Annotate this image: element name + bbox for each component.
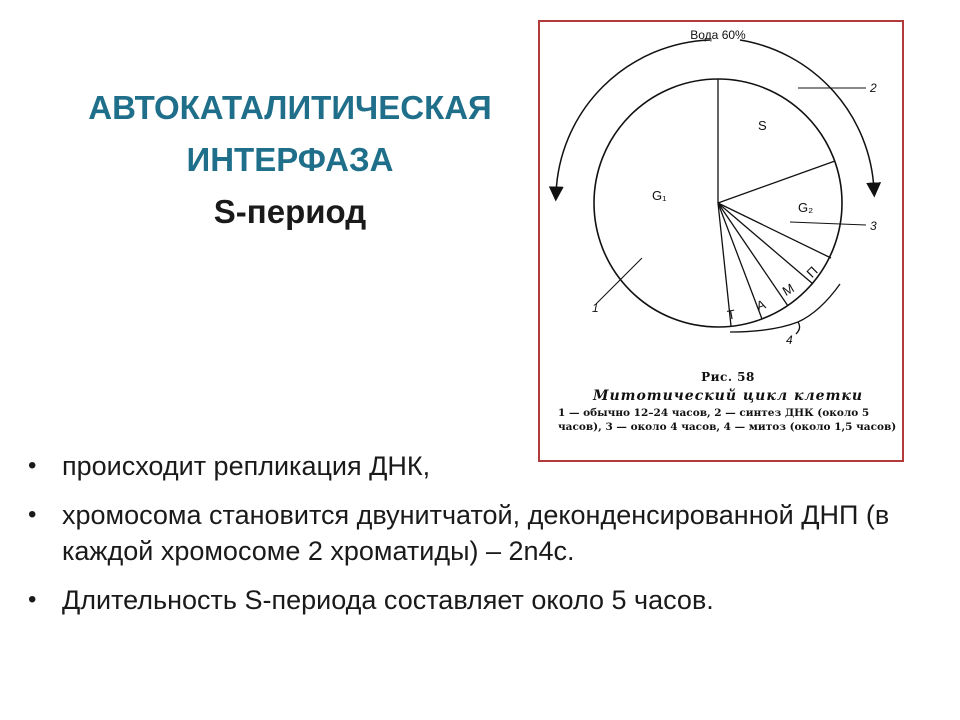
callout-2-text: 2 bbox=[870, 81, 877, 95]
phase-a-label: А bbox=[754, 296, 768, 314]
phase-m-label: М bbox=[779, 280, 797, 299]
figure-title: Митотический цикл клетки bbox=[592, 388, 864, 404]
bullet-list bbox=[28, 448, 928, 631]
bullet-text: Длительность S-периода составляет около 5 часов. bbox=[62, 585, 714, 615]
right-arc-arrow bbox=[740, 40, 874, 190]
cell-cycle-figure bbox=[538, 20, 904, 462]
callout-1-line bbox=[596, 258, 642, 304]
phase-g2-label: G₂ bbox=[798, 200, 814, 215]
callout-3-text: 3 bbox=[870, 219, 877, 233]
callout-1-text: 1 bbox=[592, 301, 599, 315]
bullet-item bbox=[28, 448, 928, 484]
water-label: Вода 60% bbox=[690, 28, 746, 42]
radius-s-g2 bbox=[718, 161, 835, 203]
title-line-2: ИНТЕРФАЗА bbox=[186, 141, 394, 178]
slide-title bbox=[40, 82, 540, 238]
bullet-text: хромосома становится двунитчатой, деконденсированной ДНП (в каждой хромосоме 2 хроматиды) – 2n4c. bbox=[62, 500, 890, 566]
phase-g1-label: G₁ bbox=[652, 188, 667, 203]
bullet-dot-icon: • bbox=[28, 586, 37, 613]
bullet-item bbox=[28, 497, 928, 569]
bullet-text: происходит репликация ДНК, bbox=[62, 451, 431, 481]
bullet-dot-icon: • bbox=[28, 501, 37, 528]
bullet-dot-icon: • bbox=[28, 452, 37, 479]
left-arc-arrow bbox=[556, 40, 710, 194]
phase-p-label: П bbox=[803, 263, 821, 281]
figure-caption bbox=[558, 370, 898, 434]
callout-4-text: 4 bbox=[786, 333, 793, 347]
radius-g2-p bbox=[718, 203, 831, 258]
callout-3-line bbox=[790, 222, 866, 225]
phase-s-label: S bbox=[758, 118, 767, 133]
title-line-1: АВТОКАТАЛИТИЧЕСКАЯ bbox=[88, 89, 492, 126]
title-line-3: S-период bbox=[213, 193, 367, 230]
figure-number: Рис. 58 bbox=[701, 370, 755, 384]
phase-t-label: Т bbox=[726, 306, 737, 323]
figure-description: 1 — обычно 12–24 часов, 2 — синтез ДНК (около 5 часов), 3 — около 4 часов, 4 — митоз (около 1,5 часов) bbox=[558, 407, 897, 433]
bullet-item bbox=[28, 582, 928, 618]
